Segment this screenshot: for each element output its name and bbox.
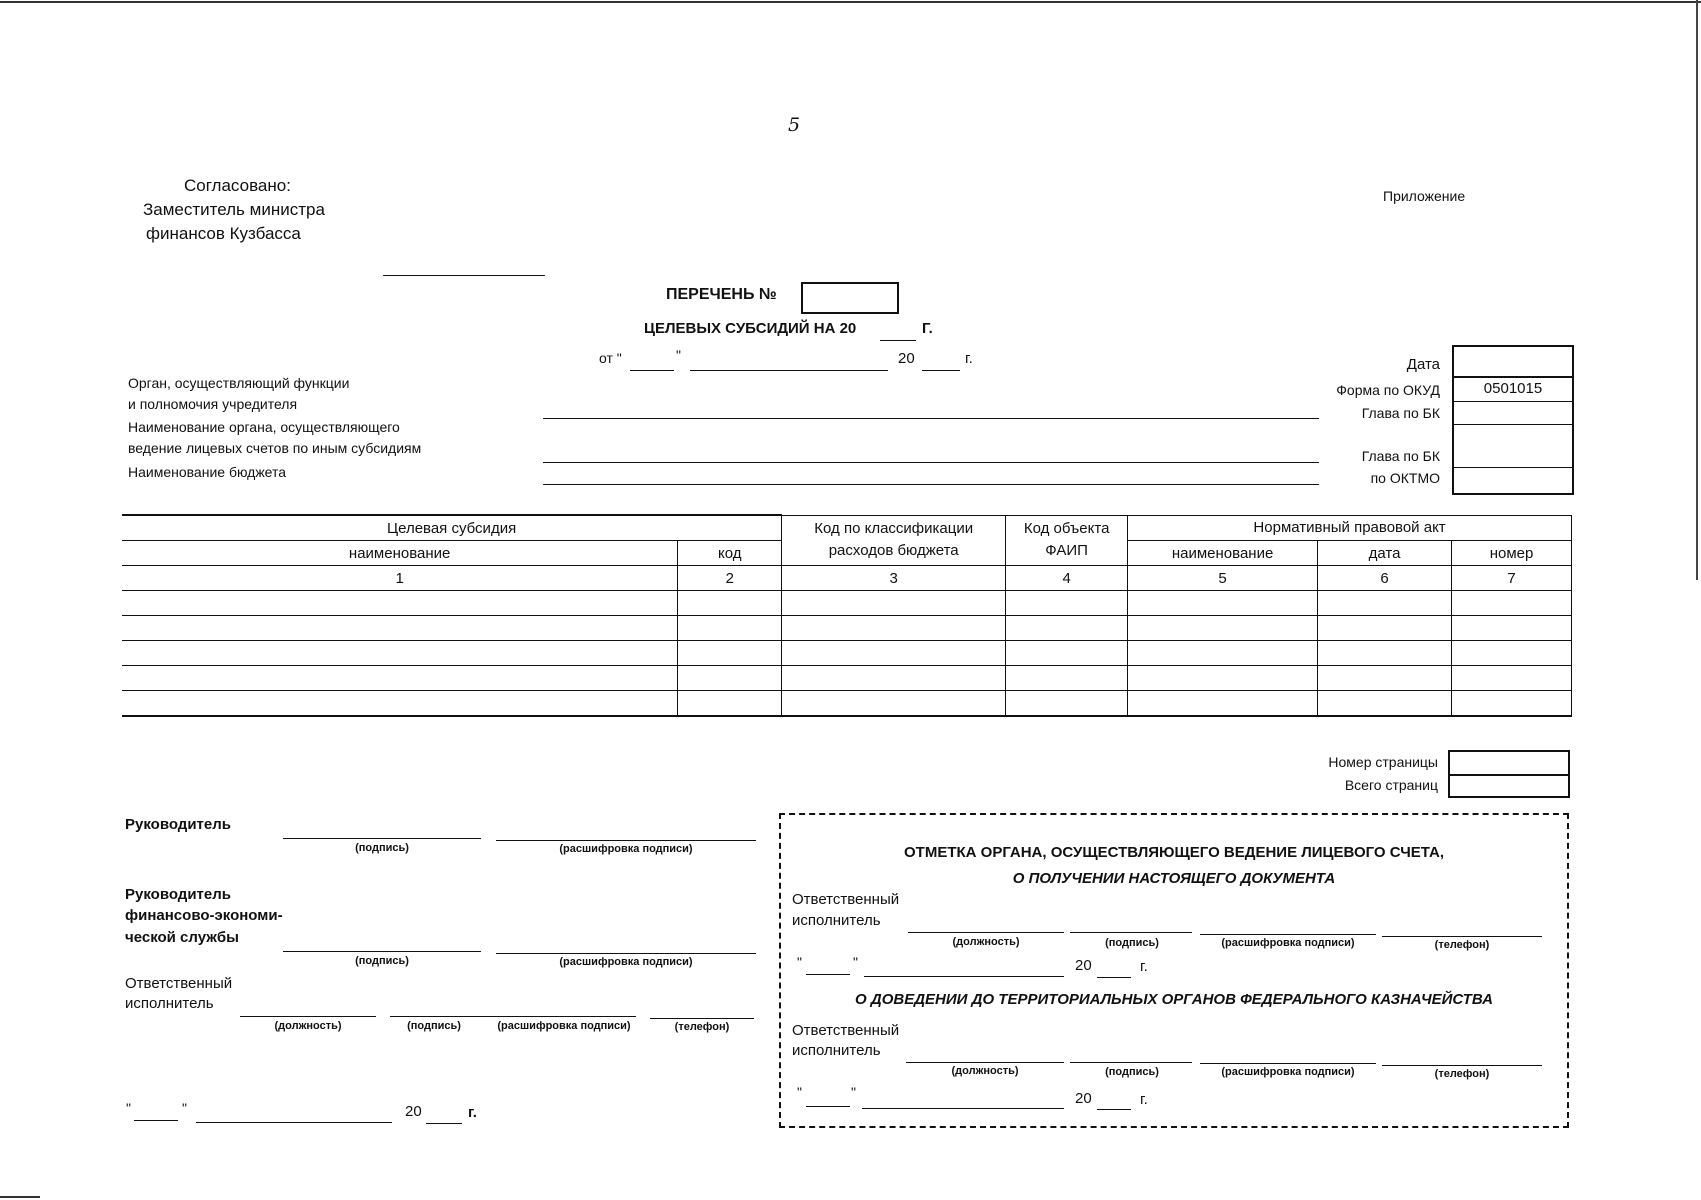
mark1-date-year: 20 (1075, 957, 1092, 974)
table-row (122, 666, 1572, 691)
fin-head-label-l3: ческой службы (125, 929, 239, 946)
table-cell[interactable] (678, 666, 782, 691)
fin-head-label-l1: Руководитель (125, 886, 231, 903)
header-classification: Код по классификации расходов бюджета (782, 515, 1006, 566)
table-number-row (122, 566, 1572, 591)
accounts-label-l1: Наименование органа, осуществляющего (128, 419, 400, 435)
fin-head-sign-line[interactable] (283, 951, 481, 952)
list-number-field[interactable] (801, 282, 899, 314)
table-cell[interactable] (1318, 591, 1452, 616)
exec-sign-line[interactable] (390, 1016, 508, 1017)
approval-signature-line[interactable] (383, 275, 545, 276)
table-cell[interactable] (1128, 591, 1318, 616)
mark2-date-year-line[interactable] (1097, 1109, 1131, 1110)
mark2-position-line[interactable] (906, 1062, 1064, 1063)
fin-head-decode-caption: (расшифровка подписи) (559, 956, 693, 968)
appendix-label: Приложение (1383, 188, 1466, 204)
head-sign-caption: (подпись) (355, 842, 409, 854)
title-year-line[interactable] (880, 340, 916, 341)
mark1-decode-caption: (расшифровка подписи) (1221, 937, 1355, 949)
mark-title-l1: ОТМЕТКА ОРГАНА, ОСУЩЕСТВЛЯЮЩЕГО ВЕДЕНИЕ ЛИЦЕВОГО СЧЕТА, (904, 844, 1444, 861)
mark-exec1-l1: Ответственный (792, 891, 900, 908)
bottom-date-month-line[interactable] (196, 1122, 392, 1123)
table-cell[interactable] (782, 616, 1006, 641)
codes-divider-3 (1452, 424, 1574, 425)
okud-label: Форма по ОКУД (1336, 382, 1440, 398)
date-quote: " (676, 347, 681, 363)
mark-exec2-l2: исполнитель (792, 1042, 881, 1059)
table-cell[interactable] (122, 666, 678, 691)
codes-divider-1 (1452, 376, 1574, 378)
exec-decode-line[interactable] (492, 1016, 636, 1017)
budget-field-line[interactable] (543, 484, 1319, 485)
table-cell[interactable] (1318, 616, 1452, 641)
scan-bottom-mark (0, 1196, 40, 1198)
col-number-5: 5 (1128, 566, 1318, 591)
mark1-date-g: г. (1140, 958, 1148, 975)
exec-label-l1: Ответственный (125, 975, 233, 992)
table-cell[interactable] (782, 591, 1006, 616)
mark-title-l3: О ДОВЕДЕНИИ ДО ТЕРРИТОРИАЛЬНЫХ ОРГАНОВ ФЕДЕРАЛЬНОГО КАЗНАЧЕЙСТВА (855, 991, 1493, 1008)
table-row (122, 616, 1572, 641)
accounts-field-line[interactable] (543, 462, 1319, 463)
approval-line2: Заместитель министра (143, 200, 325, 219)
mark2-position-caption: (должность) (951, 1065, 1019, 1077)
table-cell[interactable] (678, 691, 782, 717)
col-number-1: 1 (122, 566, 678, 591)
mark2-phone-line[interactable] (1382, 1065, 1542, 1066)
mark1-sign-caption: (подпись) (1105, 937, 1159, 949)
head-label: Руководитель (125, 816, 231, 833)
mark1-sign-line[interactable] (1070, 932, 1192, 933)
mark1-position-line[interactable] (908, 932, 1064, 933)
mark1-date-day-line[interactable] (806, 974, 850, 975)
table-cell[interactable] (1452, 591, 1572, 616)
mark2-sign-line[interactable] (1070, 1062, 1192, 1063)
mark2-date-day-line[interactable] (806, 1106, 850, 1107)
total-pages-label: Всего страниц (1344, 777, 1438, 793)
table-cell[interactable] (782, 641, 1006, 666)
table-row (122, 691, 1572, 717)
exec-phone-line[interactable] (650, 1018, 754, 1019)
table-row (122, 591, 1572, 616)
table-cell[interactable] (1318, 641, 1452, 666)
table-cell[interactable] (122, 591, 678, 616)
oktmo-label: по ОКТМО (1370, 470, 1440, 486)
mark1-date-month-line[interactable] (864, 976, 1064, 977)
bk-label-1: Глава по БК (1361, 405, 1440, 421)
date-g: г. (965, 350, 973, 367)
mark1-phone-caption: (телефон) (1434, 939, 1490, 951)
table-cell[interactable] (1452, 691, 1572, 717)
date-code-label: Дата (1406, 356, 1440, 373)
mark2-date-month-line[interactable] (862, 1108, 1064, 1109)
head-decode-line[interactable] (496, 840, 756, 841)
founder-field-line[interactable] (543, 418, 1319, 419)
bottom-date-year: 20 (405, 1103, 422, 1120)
header-act-name: наименование (1128, 541, 1318, 566)
table-cell[interactable] (1452, 616, 1572, 641)
scan-right-edge (1696, 0, 1698, 580)
header-name: наименование (122, 541, 678, 566)
approval-line3: финансов Кузбасса (146, 224, 301, 243)
table-cell[interactable] (1452, 666, 1572, 691)
table-cell[interactable] (782, 666, 1006, 691)
col-number-7: 7 (1452, 566, 1572, 591)
codes-panel (1452, 345, 1574, 495)
bottom-date-year-line[interactable] (426, 1123, 462, 1124)
exec-position-caption: (должность) (274, 1020, 342, 1032)
exec-label-l2: исполнитель (125, 995, 214, 1012)
founder-label-l1: Орган, осуществляющий функции (128, 375, 350, 391)
page-number: 5 (788, 114, 801, 136)
bottom-date-day-line[interactable] (134, 1120, 178, 1121)
mark2-decode-caption: (расшифровка подписи) (1221, 1066, 1355, 1078)
table-cell[interactable] (678, 641, 782, 666)
page-number-label: Номер страницы (1328, 754, 1438, 770)
fin-head-decode-line[interactable] (496, 953, 756, 954)
date-day-line[interactable] (630, 370, 674, 371)
date-year-prefix: 20 (898, 350, 915, 367)
col-number-3: 3 (782, 566, 1006, 591)
okud-value[interactable]: 0501015 (1483, 380, 1543, 397)
accounts-label-l2: ведение лицевых счетов по иным субсидиям (128, 440, 422, 456)
mark2-date-year: 20 (1075, 1090, 1092, 1107)
col-number-4: 4 (1006, 566, 1128, 591)
mark2-date-g: г. (1140, 1091, 1148, 1108)
title-year-suffix: Г. (922, 320, 933, 337)
mark1-date-year-line[interactable] (1097, 977, 1131, 978)
head-sign-line[interactable] (283, 838, 481, 839)
mark-exec1-l2: исполнитель (792, 912, 881, 929)
mark2-decode-line[interactable] (1200, 1063, 1376, 1064)
mark1-date-quote-open: " (797, 954, 802, 970)
mark2-sign-caption: (подпись) (1105, 1066, 1159, 1078)
mark-exec2-l1: Ответственный (792, 1022, 900, 1039)
date-month-line[interactable] (690, 370, 888, 371)
header-act: Нормативный правовой акт (1128, 515, 1572, 541)
mark2-date-quote-open: " (797, 1084, 802, 1100)
scan-top-edge (0, 1, 1701, 3)
table-cell[interactable] (1318, 691, 1452, 717)
exec-decode-caption: (расшифровка подписи) (497, 1020, 631, 1032)
col-number-6: 6 (1318, 566, 1452, 591)
mark1-decode-line[interactable] (1200, 934, 1376, 935)
table-cell[interactable] (1318, 666, 1452, 691)
table-cell[interactable] (1128, 641, 1318, 666)
table-header-row-1 (122, 515, 1572, 541)
exec-sign-caption: (подпись) (407, 1020, 461, 1032)
date-year-line[interactable] (922, 370, 960, 371)
table-cell[interactable] (1006, 666, 1128, 691)
table-cell[interactable] (1006, 641, 1128, 666)
fin-head-sign-caption: (подпись) (355, 955, 409, 967)
bottom-date-quote-open: " (126, 1100, 131, 1116)
codes-divider-2 (1452, 401, 1574, 402)
bottom-date-g: г. (468, 1104, 477, 1121)
budget-label: Наименование бюджета (128, 464, 287, 480)
header-act-number: номер (1452, 541, 1572, 566)
fin-head-label-l2: финансово-экономи- (125, 907, 283, 924)
head-decode-caption: (расшифровка подписи) (559, 843, 693, 855)
table-cell[interactable] (1006, 616, 1128, 641)
table-cell[interactable] (1006, 691, 1128, 717)
mark1-date-quote-close: " (853, 954, 858, 970)
table-cell[interactable] (782, 691, 1006, 717)
mark1-phone-line[interactable] (1382, 936, 1542, 937)
approval-line1: Согласовано: (184, 176, 291, 195)
codes-divider-4 (1452, 467, 1574, 468)
mark1-position-caption: (должность) (952, 936, 1020, 948)
table-cell[interactable] (122, 691, 678, 717)
table-cell[interactable] (1128, 666, 1318, 691)
table-cell[interactable] (122, 641, 678, 666)
header-faip: Код объекта ФАИП (1006, 515, 1128, 566)
bk-label-2: Глава по БК (1361, 448, 1440, 464)
header-act-date: дата (1318, 541, 1452, 566)
header-subsidy: Целевая субсидия (122, 515, 782, 541)
founder-label-l2: и полномочия учредителя (128, 396, 298, 412)
table-cell[interactable] (1006, 591, 1128, 616)
mark-title-l2: О ПОЛУЧЕНИИ НАСТОЯЩЕГО ДОКУМЕНТА (1012, 870, 1336, 887)
table-cell[interactable] (1452, 641, 1572, 666)
pages-divider (1448, 774, 1570, 776)
mark2-phone-caption: (телефон) (1434, 1068, 1490, 1080)
table-cell[interactable] (678, 591, 782, 616)
table-row (122, 641, 1572, 666)
date-from-label: от " (599, 350, 622, 366)
title-line1: ПЕРЕЧЕНЬ № (666, 286, 777, 303)
exec-position-line[interactable] (240, 1016, 376, 1017)
table-cell[interactable] (122, 616, 678, 641)
col-number-2: 2 (678, 566, 782, 591)
table-cell[interactable] (1128, 691, 1318, 717)
table-cell[interactable] (1128, 616, 1318, 641)
bottom-date-quote-close: " (182, 1100, 187, 1116)
title-line2: ЦЕЛЕВЫХ СУБСИДИЙ НА 20 (644, 320, 857, 337)
table-cell[interactable] (678, 616, 782, 641)
header-code: код (678, 541, 782, 566)
mark2-date-quote-close: " (851, 1084, 856, 1100)
subsidy-table (122, 514, 1572, 717)
exec-phone-caption: (телефон) (674, 1021, 730, 1033)
